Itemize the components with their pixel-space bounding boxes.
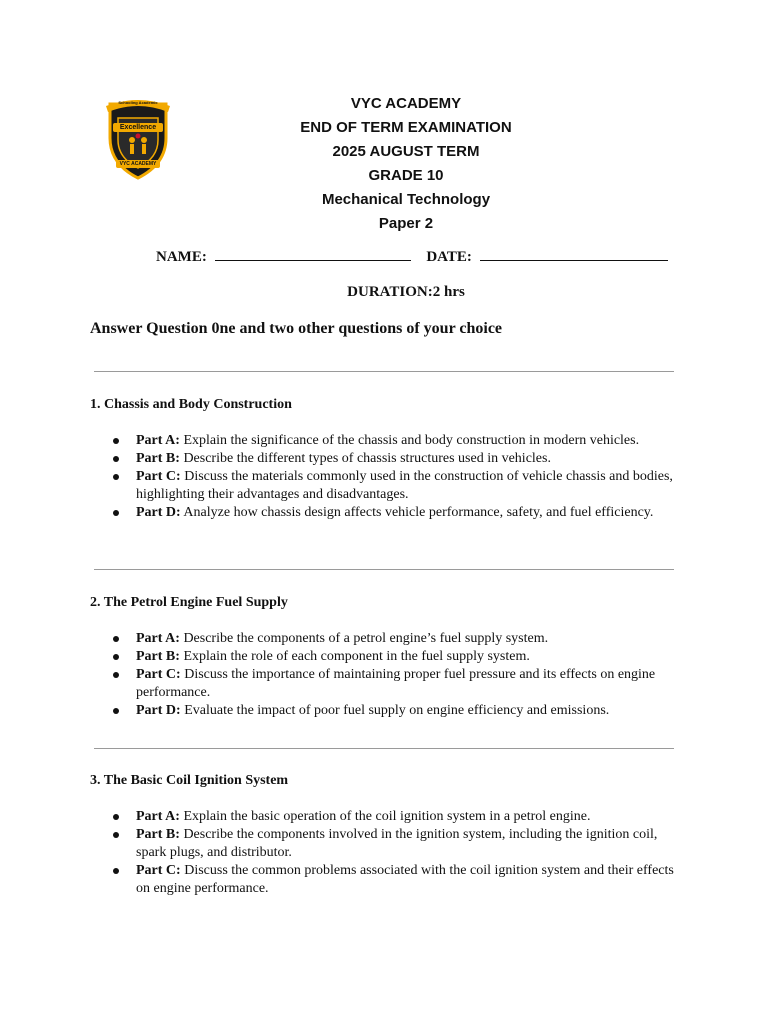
part-label: Part D: <box>136 703 181 718</box>
part-label: Part D: <box>136 505 181 520</box>
part-text: Discuss the materials commonly used in the construction of vehicle chassis and bodies, highlighting their advantages and disadvantages. <box>136 469 673 502</box>
exam-term: 2025 AUGUST TERM <box>332 143 480 160</box>
date-label: DATE: <box>426 249 472 265</box>
part-text: Analyze how chassis design affects vehicle performance, safety, and fuel efficiency. <box>180 505 654 520</box>
list-item <box>110 862 690 898</box>
duration-row <box>0 284 768 301</box>
grade-label: GRADE 10 <box>368 167 444 184</box>
name-date-row <box>156 246 668 266</box>
bullet-icon <box>113 636 119 642</box>
bullet-icon <box>113 814 119 820</box>
part-text: Explain the basic operation of the coil ignition system in a petrol engine. <box>179 809 591 824</box>
bullet-icon <box>113 456 119 462</box>
paper-label: Paper 2 <box>378 215 434 232</box>
part-text: Discuss the importance of maintaining proper fuel pressure and its effects on engine performance. <box>136 667 656 700</box>
list-item <box>110 468 690 504</box>
part-text: Describe the components involved in the ignition system, including the ignition coil, spark plugs, and distributor. <box>136 827 658 860</box>
list-item <box>110 666 690 702</box>
divider <box>94 569 674 570</box>
logo-banner-text: Excellence <box>119 124 157 131</box>
list-item <box>110 504 690 522</box>
bullet-icon <box>113 832 119 838</box>
part-text: Describe the different types of chassis structures used in vehicles. <box>179 451 551 466</box>
school-crest-icon <box>104 96 172 182</box>
date-blank[interactable] <box>480 246 668 261</box>
part-text: Discuss the common problems associated with the coil ignition system and their effects on engine performance. <box>136 863 674 896</box>
part-label: Part C: <box>136 667 181 682</box>
list-item <box>110 432 690 450</box>
part-text: Evaluate the impact of poor fuel supply on engine efficiency and emissions. <box>180 703 610 718</box>
divider <box>94 371 674 372</box>
list-item <box>110 450 690 468</box>
list-item <box>110 808 690 826</box>
question-1-title: 1. Chassis and Body Construction <box>90 397 292 412</box>
list-item <box>110 630 690 648</box>
duration-label: DURATION:2 hrs <box>347 284 465 300</box>
bullet-icon <box>113 708 119 714</box>
question-1-parts <box>110 432 690 522</box>
instruction-text: Answer Question 0ne and two other questions of your choice <box>90 320 503 337</box>
exam-header <box>200 92 612 236</box>
exam-title: END OF TERM EXAMINATION <box>300 119 512 136</box>
question-2-title: 2. The Petrol Engine Fuel Supply <box>90 595 288 610</box>
subject-label: Mechanical Technology <box>321 191 491 208</box>
bullet-icon <box>113 672 119 678</box>
school-logo <box>104 96 172 182</box>
part-text: Describe the components of a petrol engine’s fuel supply system. <box>179 631 549 646</box>
school-name: VYC ACADEMY <box>350 95 462 112</box>
question-3-title: 3. The Basic Coil Ignition System <box>90 773 289 788</box>
part-label: Part A: <box>136 809 180 824</box>
part-label: Part C: <box>136 863 181 878</box>
part-label: Part C: <box>136 469 181 484</box>
divider <box>94 748 674 749</box>
bullet-icon <box>113 474 119 480</box>
logo-top-text: Schooling Academic <box>118 100 158 105</box>
bullet-icon <box>113 510 119 516</box>
name-label: NAME: <box>156 249 207 265</box>
list-item <box>110 648 690 666</box>
list-item <box>110 702 690 720</box>
part-label: Part B: <box>136 649 180 664</box>
bullet-icon <box>113 654 119 660</box>
bullet-icon <box>113 868 119 874</box>
bullet-icon <box>113 438 119 444</box>
question-2-parts <box>110 630 690 720</box>
part-text: Explain the significance of the chassis and body construction in modern vehicles. <box>179 433 640 448</box>
part-label: Part B: <box>136 451 180 466</box>
logo-bottom-text: VYC ACADEMY <box>119 161 157 167</box>
part-label: Part A: <box>136 631 180 646</box>
name-blank[interactable] <box>215 246 411 261</box>
list-item <box>110 826 690 862</box>
part-label: Part A: <box>136 433 180 448</box>
question-3-parts <box>110 808 690 898</box>
part-text: Explain the role of each component in the fuel supply system. <box>179 649 530 664</box>
part-label: Part B: <box>136 827 180 842</box>
